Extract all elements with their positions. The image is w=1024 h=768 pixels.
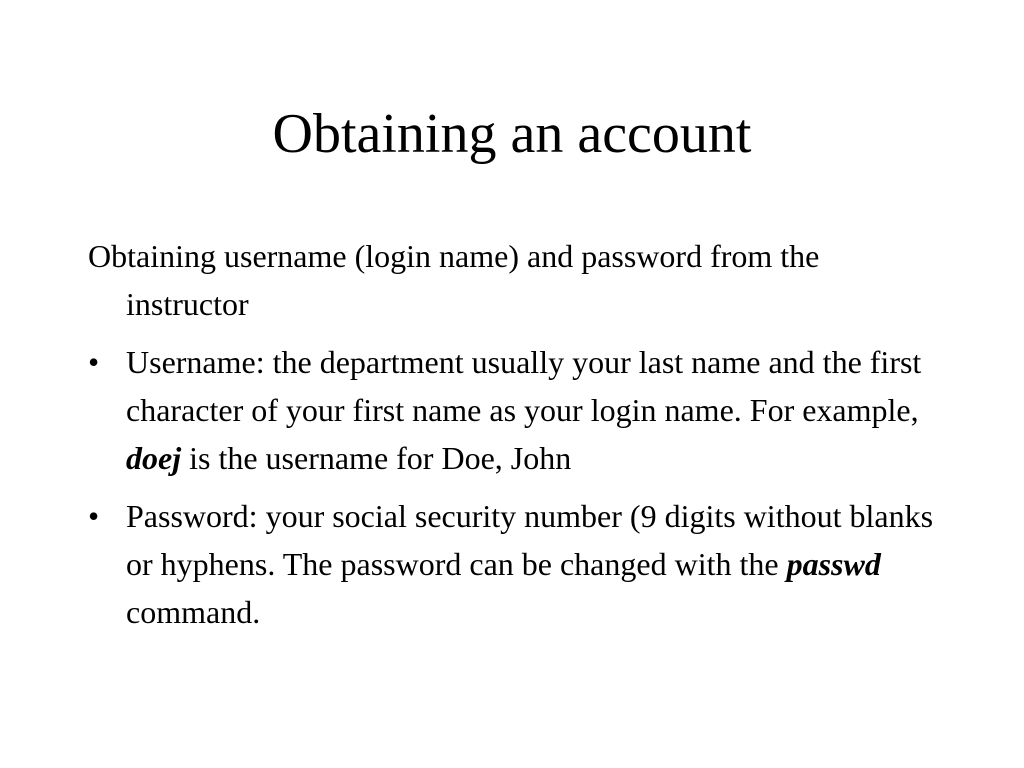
bullet-text-before: Username: the department usually your last name and the first character of your first name as your login name. For example, xyxy=(126,344,922,428)
bullet-dot-icon: • xyxy=(88,344,100,380)
passwd-command: passwd xyxy=(786,546,881,582)
username-example: doej xyxy=(126,440,182,476)
bullet-text-after: is the username for Doe, John xyxy=(181,440,572,476)
bullet-username xyxy=(88,338,948,482)
slide-body xyxy=(88,232,948,636)
bullet-dot-icon: • xyxy=(88,498,100,534)
bullet-text-before: Password: your social security number (9 digits without blanks or hyphens. The password can be changed with the xyxy=(126,498,934,582)
intro-paragraph: Obtaining username (login name) and password from the instructor xyxy=(88,238,820,322)
slide-title: Obtaining an account xyxy=(272,103,752,165)
bullet-password xyxy=(88,492,948,636)
bullet-text-after: command. xyxy=(126,594,261,630)
